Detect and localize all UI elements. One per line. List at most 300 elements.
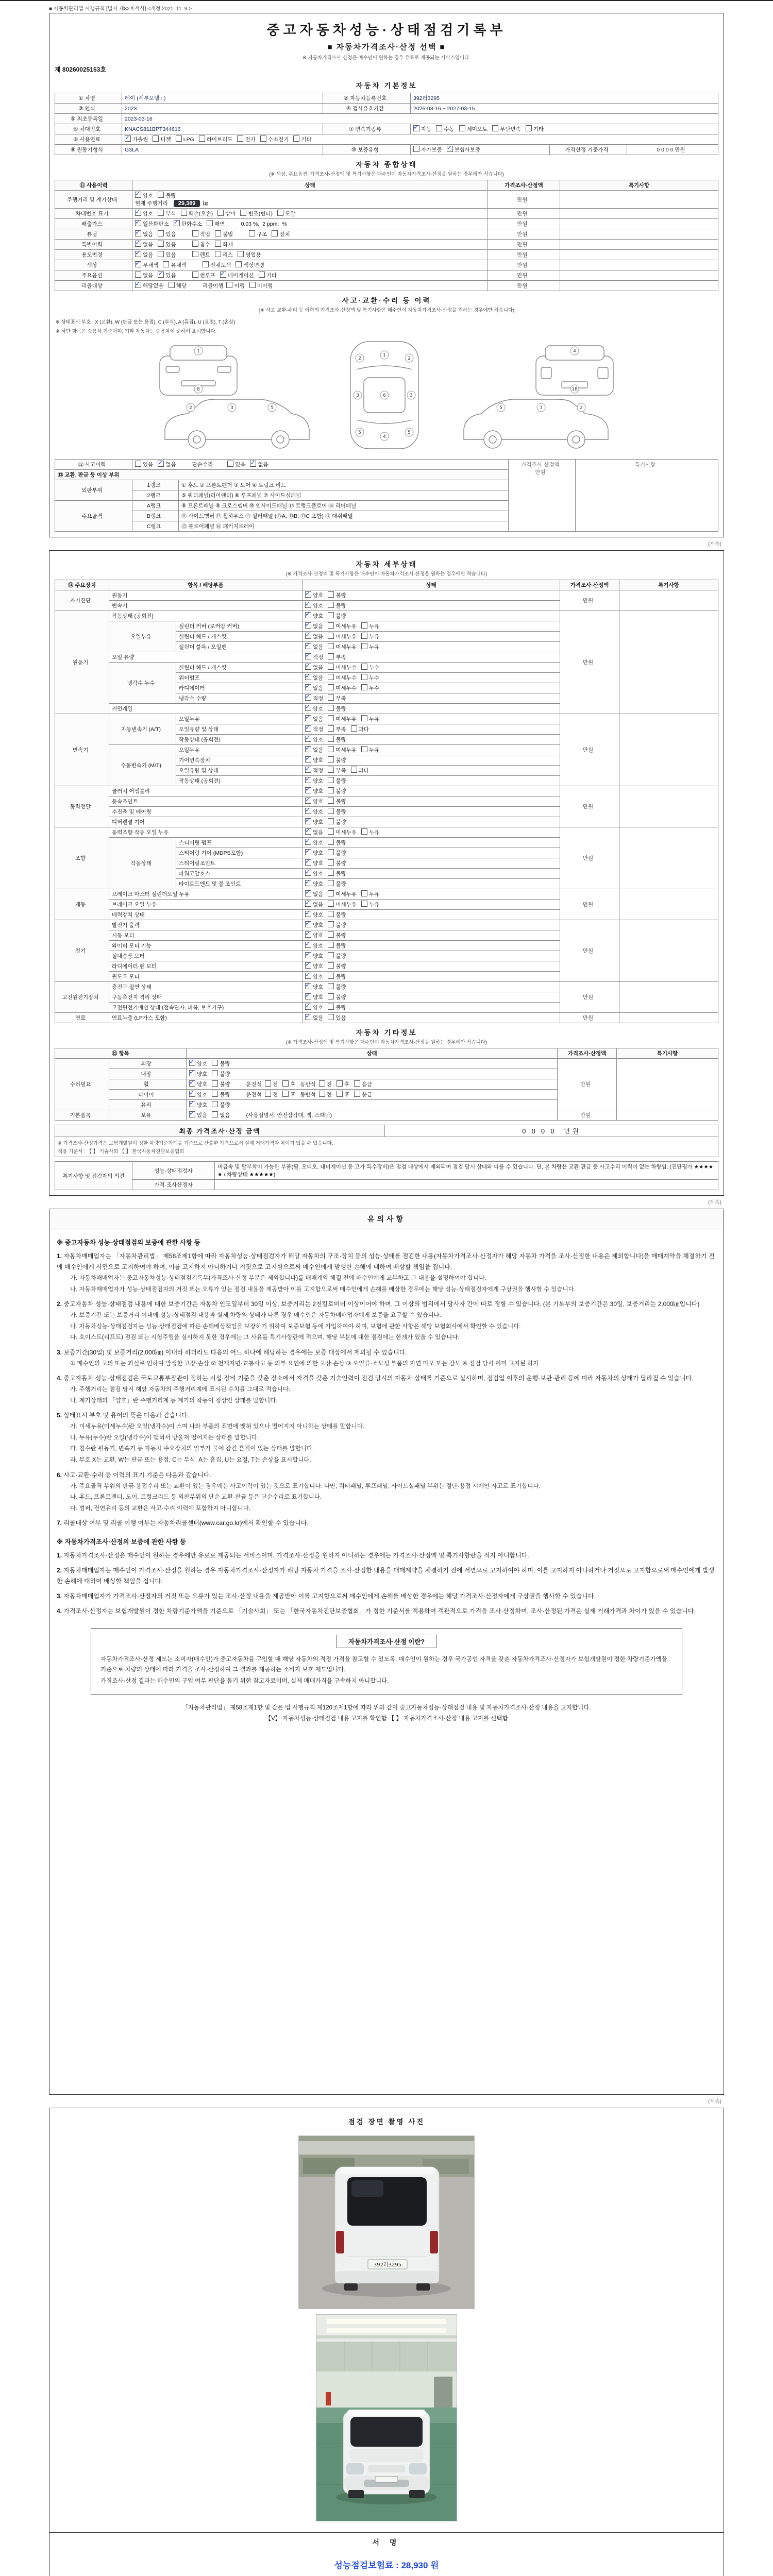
checkbox[interactable] [328,818,334,824]
checkbox-checked[interactable] [305,870,311,876]
checkbox-option[interactable] [305,880,323,888]
checkbox-option[interactable] [337,1091,349,1098]
checkbox[interactable] [192,241,198,247]
checkbox-checked[interactable] [305,942,311,948]
checkbox-option[interactable] [250,461,268,468]
checkbox[interactable] [361,715,367,721]
checkbox-checked[interactable] [305,715,311,721]
checkbox-option[interactable] [192,251,210,259]
checkbox-option[interactable] [305,808,323,816]
checkbox[interactable] [215,241,221,247]
checkbox-option[interactable] [328,767,346,774]
checkbox-option[interactable] [176,135,194,143]
checkbox-checked[interactable] [135,251,141,257]
checkbox-option[interactable] [237,135,255,143]
checkbox[interactable] [227,461,233,467]
checkbox[interactable] [328,849,334,855]
checkbox-option[interactable] [305,952,323,960]
checkbox-option[interactable] [135,251,153,259]
checkbox[interactable] [328,622,334,629]
checkbox[interactable] [361,633,367,639]
checkbox-option[interactable] [293,135,311,143]
checkbox-option[interactable] [328,931,346,939]
checkbox-checked[interactable] [305,756,311,762]
checkbox-option[interactable] [212,1111,230,1119]
checkbox-option[interactable] [282,1091,295,1098]
checkbox[interactable] [328,591,334,598]
checkbox-option[interactable] [169,282,187,290]
checkbox[interactable] [328,777,334,783]
checkbox-option[interactable] [265,1091,278,1098]
checkbox-checked[interactable] [305,880,311,886]
checkbox-checked[interactable] [305,911,311,917]
checkbox[interactable] [328,798,334,804]
checkbox-option[interactable] [459,125,488,133]
checkbox-option[interactable] [135,210,153,217]
checkbox[interactable] [328,633,334,639]
checkbox[interactable] [158,192,164,198]
checkbox-option[interactable] [305,983,323,991]
checkbox-checked[interactable] [305,952,311,958]
checkbox-option[interactable] [305,901,323,908]
checkbox-option[interactable] [305,798,323,805]
checkbox[interactable] [212,1101,218,1107]
checkbox-checked[interactable] [189,1101,195,1107]
checkbox-option[interactable] [319,1091,332,1098]
checkbox-checked[interactable] [305,798,311,804]
checkbox-option[interactable] [361,890,379,898]
checkbox[interactable] [176,135,182,142]
checkbox-option[interactable] [328,901,357,908]
checkbox[interactable] [212,1070,218,1076]
checkbox-option[interactable] [305,921,323,929]
checkbox-option[interactable] [189,1080,207,1088]
checkbox[interactable] [413,146,419,152]
checkbox-option[interactable] [305,684,323,692]
checkbox-option[interactable] [189,1060,207,1067]
checkbox-option[interactable] [174,220,203,228]
checkbox[interactable] [265,1080,271,1087]
checkbox-checked[interactable] [305,684,311,690]
checkbox[interactable] [163,261,169,267]
checkbox[interactable] [337,1091,343,1097]
checkbox-option[interactable] [135,241,153,248]
checkbox[interactable] [361,746,367,752]
checkbox[interactable] [259,272,265,278]
checkbox-option[interactable] [212,1060,230,1067]
checkbox-option[interactable] [305,962,323,970]
checkbox[interactable] [354,1091,360,1097]
checkbox-option[interactable] [236,261,264,269]
checkbox-option[interactable] [227,461,245,468]
checkbox-option[interactable] [192,241,210,248]
checkbox[interactable] [169,282,175,288]
checkbox-option[interactable] [305,993,323,1001]
checkbox-checked[interactable] [135,241,141,247]
checkbox-option[interactable] [328,705,346,713]
checkbox[interactable] [212,1080,218,1087]
checkbox-option[interactable] [328,612,346,620]
checkbox-option[interactable] [207,220,225,228]
checkbox-option[interactable] [135,220,169,228]
checkbox-option[interactable] [328,880,346,888]
checkbox-option[interactable] [135,461,153,468]
checkbox-option[interactable] [158,230,176,238]
checkbox-checked[interactable] [305,653,311,659]
checkbox-option[interactable] [328,952,346,960]
checkbox[interactable] [192,272,198,278]
checkbox-option[interactable] [328,993,346,1001]
checkbox-option[interactable] [328,633,357,640]
checkbox-option[interactable] [305,890,323,898]
checkbox[interactable] [249,282,256,288]
checkbox-option[interactable] [305,787,323,795]
checkbox-option[interactable] [526,125,544,133]
checkbox-option[interactable] [328,684,357,692]
checkbox-option[interactable] [361,664,379,671]
checkbox[interactable] [361,622,367,629]
checkbox[interactable] [328,973,334,979]
checkbox-checked[interactable] [305,591,311,598]
checkbox-checked[interactable] [135,192,141,198]
checkbox[interactable] [492,125,498,131]
checkbox-checked[interactable] [135,210,141,216]
checkbox-option[interactable] [215,241,233,248]
checkbox-checked[interactable] [447,146,453,152]
checkbox[interactable] [328,736,334,742]
checkbox[interactable] [361,684,367,690]
checkbox-checked[interactable] [413,125,419,131]
checkbox[interactable] [328,859,334,866]
checkbox-option[interactable] [351,725,369,733]
checkbox-checked[interactable] [305,602,311,608]
checkbox-checked[interactable] [305,1014,311,1020]
checkbox-checked[interactable] [305,993,311,999]
checkbox-option[interactable] [158,192,176,199]
checkbox-option[interactable] [305,859,323,867]
checkbox[interactable] [282,1091,289,1097]
checkbox-option[interactable] [305,870,323,877]
checkbox-checked[interactable] [305,839,311,845]
checkbox[interactable] [319,1091,325,1097]
checkbox-option[interactable] [328,849,346,857]
checkbox-option[interactable] [328,653,346,661]
checkbox-checked[interactable] [305,664,311,670]
checkbox-checked[interactable] [305,612,311,618]
checkbox-option[interactable] [135,261,158,269]
checkbox[interactable] [319,1080,325,1087]
checkbox-checked[interactable] [305,890,311,896]
checkbox-checked[interactable] [174,220,180,226]
checkbox-option[interactable] [328,602,346,609]
checkbox-checked[interactable] [305,787,311,793]
checkbox-checked[interactable] [305,921,311,927]
checkbox-checked[interactable] [305,931,311,938]
checkbox-option[interactable] [328,1014,346,1022]
checkbox-checked[interactable] [305,736,311,742]
checkbox-option[interactable] [189,1091,207,1098]
checkbox-option[interactable] [238,251,261,259]
checkbox-checked[interactable] [305,643,311,649]
checkbox-checked[interactable] [305,746,311,752]
checkbox-option[interactable] [361,643,379,651]
checkbox-option[interactable] [305,664,323,671]
checkbox-option[interactable] [305,1014,323,1022]
checkbox-checked[interactable] [305,622,311,629]
checkbox[interactable] [328,612,334,618]
checkbox-option[interactable] [265,1080,278,1088]
checkbox[interactable] [192,251,198,257]
checkbox-option[interactable] [447,146,481,154]
checkbox-option[interactable] [163,261,186,269]
checkbox[interactable] [203,261,209,267]
checkbox[interactable] [328,911,334,917]
checkbox[interactable] [240,210,246,216]
checkbox[interactable] [215,251,221,257]
checkbox[interactable] [293,135,299,142]
checkbox-option[interactable] [305,653,323,661]
checkbox-option[interactable] [305,725,323,733]
checkbox[interactable] [351,725,357,732]
checkbox-checked[interactable] [158,461,164,467]
checkbox-checked[interactable] [250,461,256,467]
checkbox-option[interactable] [189,1111,207,1119]
checkbox-option[interactable] [305,746,323,754]
checkbox[interactable] [237,135,243,142]
checkbox[interactable] [328,602,334,608]
checkbox-option[interactable] [305,756,323,764]
checkbox[interactable] [238,251,244,257]
checkbox-option[interactable] [361,901,379,908]
checkbox-option[interactable] [328,736,346,743]
checkbox[interactable] [158,210,164,216]
checkbox[interactable] [328,880,334,886]
checkbox[interactable] [436,125,442,131]
checkbox-option[interactable] [305,849,323,857]
checkbox-option[interactable] [277,210,295,217]
checkbox-option[interactable] [328,591,346,599]
checkbox-option[interactable] [328,859,346,867]
checkbox[interactable] [212,1111,218,1117]
checkbox[interactable] [277,210,283,216]
checkbox[interactable] [361,890,367,896]
checkbox-option[interactable] [192,230,210,238]
checkbox-option[interactable] [215,251,233,259]
checkbox-option[interactable] [305,839,323,846]
checkbox-option[interactable] [212,1101,230,1109]
checkbox-option[interactable] [282,1080,295,1088]
checkbox-option[interactable] [351,767,369,774]
checkbox[interactable] [328,684,334,690]
checkbox[interactable] [328,694,334,701]
checkbox[interactable] [328,901,334,907]
checkbox-option[interactable] [305,612,323,620]
checkbox[interactable] [135,272,141,278]
checkbox[interactable] [328,725,334,732]
checkbox[interactable] [328,931,334,938]
checkbox-option[interactable] [135,282,164,290]
checkbox[interactable] [158,251,164,257]
checkbox-checked[interactable] [135,230,141,236]
checkbox[interactable] [328,828,334,835]
checkbox-option[interactable] [305,942,323,950]
checkbox-option[interactable] [305,602,323,609]
checkbox[interactable] [328,653,334,659]
checkbox-option[interactable] [361,674,379,682]
checkbox[interactable] [328,787,334,793]
checkbox[interactable] [526,125,532,131]
checkbox-option[interactable] [328,746,357,754]
checkbox-option[interactable] [217,210,236,217]
checkbox-option[interactable] [361,633,379,640]
checkbox[interactable] [260,135,266,142]
checkbox-option[interactable] [361,746,379,754]
checkbox-option[interactable] [212,1091,230,1098]
checkbox-option[interactable] [158,241,176,248]
checkbox-checked[interactable] [305,859,311,866]
checkbox-option[interactable] [305,715,323,723]
checkbox-option[interactable] [328,870,346,877]
checkbox-option[interactable] [215,230,233,238]
checkbox-option[interactable] [153,135,171,143]
checkbox-option[interactable] [328,921,346,929]
checkbox-option[interactable] [305,828,323,836]
checkbox-option[interactable] [220,272,254,279]
checkbox[interactable] [361,828,367,835]
checkbox-option[interactable] [158,272,176,279]
checkbox[interactable] [328,870,334,876]
checkbox-option[interactable] [305,705,323,713]
checkbox-checked[interactable] [305,705,311,711]
checkbox-option[interactable] [305,931,323,939]
checkbox-checked[interactable] [305,962,311,969]
checkbox-option[interactable] [328,694,346,702]
checkbox-option[interactable] [328,643,357,651]
checkbox-option[interactable] [203,261,231,269]
checkbox-option[interactable] [249,282,273,290]
checkbox[interactable] [328,942,334,948]
checkbox-option[interactable] [181,210,213,217]
checkbox[interactable] [192,230,198,236]
checkbox-option[interactable] [135,272,153,279]
checkbox-option[interactable] [212,1080,230,1088]
checkbox[interactable] [328,664,334,670]
checkbox[interactable] [158,230,164,236]
checkbox-option[interactable] [249,230,267,238]
checkbox[interactable] [361,674,367,680]
checkbox-option[interactable] [436,125,454,133]
checkbox-option[interactable] [328,674,357,682]
checkbox[interactable] [337,1080,343,1087]
checkbox-option[interactable] [328,787,346,795]
checkbox[interactable] [249,230,255,236]
checkbox-checked[interactable] [305,808,311,814]
checkbox-option[interactable] [305,622,323,630]
checkbox-option[interactable] [158,461,176,468]
checkbox[interactable] [328,746,334,752]
checkbox-checked[interactable] [189,1060,195,1066]
checkbox-option[interactable] [328,756,346,764]
checkbox-option[interactable] [328,798,346,805]
checkbox[interactable] [135,461,141,467]
checkbox-checked[interactable] [189,1080,195,1087]
checkbox-option[interactable] [259,272,277,279]
checkbox-option[interactable] [189,1070,207,1078]
checkbox-option[interactable] [305,736,323,743]
checkbox[interactable] [181,210,187,216]
checkbox-checked[interactable] [189,1070,195,1076]
checkbox-option[interactable] [305,633,323,640]
checkbox-option[interactable] [305,767,323,774]
checkbox[interactable] [265,1091,271,1097]
checkbox-checked[interactable] [305,694,311,701]
checkbox-option[interactable] [328,828,357,836]
checkbox-checked[interactable] [125,135,131,142]
checkbox-option[interactable] [328,622,357,630]
checkbox-option[interactable] [354,1091,372,1098]
checkbox[interactable] [328,890,334,896]
checkbox-option[interactable] [305,911,323,919]
checkbox-option[interactable] [328,890,357,898]
checkbox[interactable] [328,756,334,762]
checkbox-option[interactable] [305,674,323,682]
checkbox[interactable] [328,674,334,680]
checkbox-option[interactable] [305,694,323,702]
checkbox-checked[interactable] [305,777,311,783]
checkbox-option[interactable] [361,684,379,692]
checkbox-option[interactable] [413,146,442,154]
checkbox[interactable] [459,125,465,131]
checkbox-option[interactable] [212,1070,230,1078]
checkbox[interactable] [328,839,334,845]
checkbox-option[interactable] [328,1004,346,1011]
checkbox[interactable] [153,135,159,142]
checkbox-option[interactable] [135,230,153,238]
checkbox[interactable] [328,767,334,773]
checkbox[interactable] [199,135,205,142]
checkbox[interactable] [328,808,334,814]
checkbox-option[interactable] [305,973,323,980]
checkbox-option[interactable] [240,210,273,217]
checkbox-checked[interactable] [305,674,311,680]
checkbox-option[interactable] [260,135,289,143]
checkbox-checked[interactable] [305,725,311,732]
checkbox[interactable] [328,952,334,958]
checkbox[interactable] [361,664,367,670]
checkbox[interactable] [328,643,334,649]
checkbox-option[interactable] [328,962,346,970]
checkbox-checked[interactable] [305,828,311,835]
checkbox-option[interactable] [305,818,323,826]
checkbox[interactable] [207,220,213,226]
checkbox-option[interactable] [354,1080,372,1088]
checkbox-option[interactable] [226,282,244,290]
checkbox-option[interactable] [328,725,346,733]
checkbox-option[interactable] [158,210,176,217]
checkbox-checked[interactable] [158,272,164,278]
checkbox-option[interactable] [272,230,290,238]
checkbox-option[interactable] [361,828,379,836]
checkbox-option[interactable] [492,125,521,133]
checkbox-option[interactable] [328,973,346,980]
checkbox[interactable] [217,210,224,216]
checkbox-option[interactable] [192,272,215,279]
checkbox-option[interactable] [305,643,323,651]
checkbox-checked[interactable] [305,901,311,907]
checkbox[interactable] [215,230,221,236]
checkbox-option[interactable] [328,818,346,826]
checkbox[interactable] [212,1091,218,1097]
